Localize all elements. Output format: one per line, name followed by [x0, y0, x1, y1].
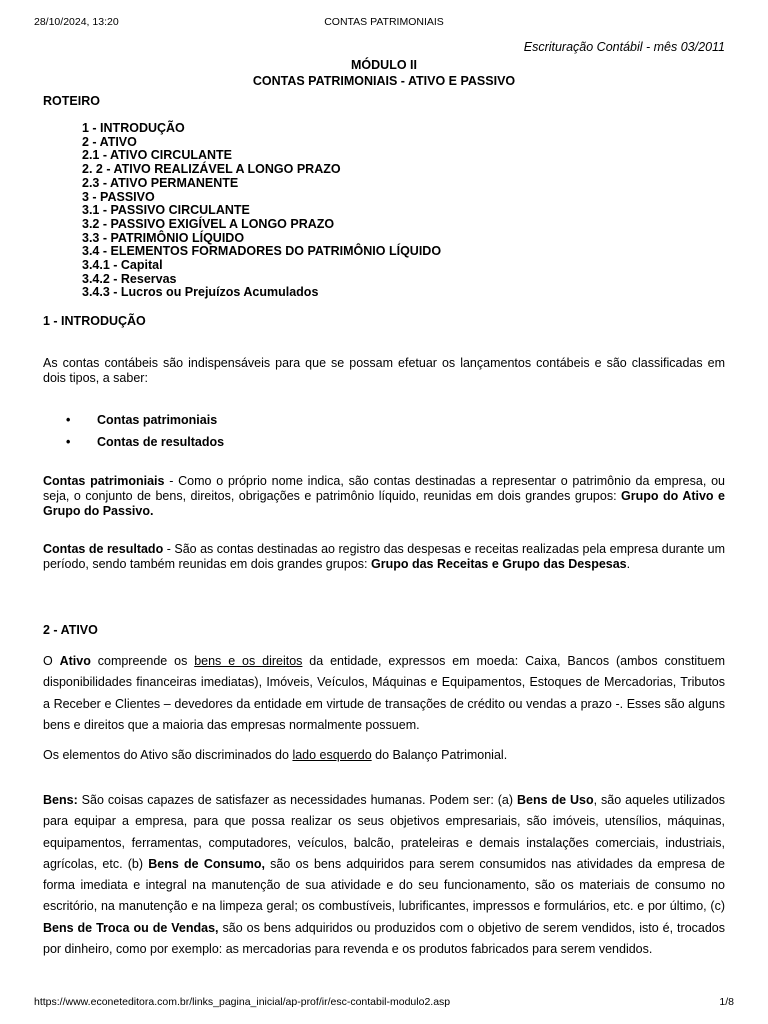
text: são os bens adquiridos ou produzidos com o objetivo de serem vendidos, isto é, trocados por dinheiro, como por exemplo: as mercadorias para revenda e os produtos fabricados para serem vendidos. [43, 920, 725, 957]
ativo-lado-paragraph [43, 748, 725, 763]
text: , são aqueles utilizados para equipar a empresa, para que possa realizar os seus objetivos empresariais, são imóveis, utensílios, máquinas, equipamentos, ferramentas, computadores, veículos, balcão, prateleiras e demais instalações comerciais, industriais, agrícolas, etc. (b) [43, 793, 726, 871]
text: São coisas capazes de satisfazer as necessidades humanas. Podem ser: (a) [77, 793, 517, 807]
toc-item: 3.4.1 - Capital [82, 258, 163, 273]
text: são os bens adquiridos para serem consumidos nas atividades da empresa de forma imediata e integral na manutenção de sua atividade e do seu funcionamento, são os materiais de consumo no escritório, na manutenção e na limpeza geral; os combustíveis, lubrificantes, impressos e formulários, etc. e por último, (c) [43, 856, 725, 914]
section-title-ativo: 2 - ATIVO [43, 623, 98, 637]
bullet-label: Contas de resultados [97, 435, 225, 449]
term: Grupo do Ativo e Grupo do Passivo. [43, 489, 726, 518]
bullet-label: Contas patrimoniais [97, 413, 218, 427]
contas-resultado-paragraph [43, 542, 725, 572]
text: O [43, 654, 60, 668]
text: - Como o próprio nome indica, são contas destinadas a representar o patrimônio da empresa, ou seja, o conjunto de bens, direitos, obrigações e patrimônio líquido, reunidas em dois grandes grupos: [43, 474, 725, 503]
text: . [626, 557, 631, 571]
toc-item: 3.1 - PASSIVO CIRCULANTE [82, 203, 250, 218]
underlined-text: bens e os direitos [194, 654, 303, 668]
term: Ativo [59, 654, 91, 668]
bens-paragraph [43, 790, 725, 960]
document-heading: CONTAS PATRIMONIAIS - ATIVO E PASSIVO [252, 74, 516, 88]
underlined-text: lado esquerdo [292, 748, 372, 762]
text: do Balanço Patrimonial. [371, 748, 508, 762]
page-number: 1/8 [719, 996, 734, 1008]
section-title-introducao: 1 - INTRODUÇÃO [43, 314, 146, 328]
toc-item: 3.4 - ELEMENTOS FORMADORES DO PATRIMÔNIO LÍQUIDO [82, 244, 442, 259]
toc-item: 3.3 - PATRIMÔNIO LÍQUIDO [82, 230, 245, 245]
print-source-url: https://www.econeteditora.com.br/links_pagina_inicial/ap-prof/ir/esc-contabil-modulo2.asp [34, 996, 451, 1008]
toc-item: 3.4.2 - Reservas [82, 271, 177, 286]
intro-paragraph: As contas contábeis são indispensáveis para que se possam efetuar os lançamentos contábeis e são classificadas em dois tipos, a saber: [43, 356, 725, 385]
table-of-contents [82, 122, 441, 300]
toc-item: 2. 2 - ATIVO REALIZÁVEL A LONGO PRAZO [82, 162, 341, 177]
roteiro-label: ROTEIRO [43, 94, 100, 108]
toc-item: 2.1 - ATIVO CIRCULANTE [82, 148, 233, 163]
toc-item: 2.3 - ATIVO PERMANENTE [82, 175, 239, 190]
term: Grupo das Receitas e Grupo das Despesas [370, 557, 627, 571]
list-item [66, 435, 224, 449]
term: Contas patrimoniais [43, 474, 165, 488]
toc-item: 3.4.3 - Lucros ou Prejuízos Acumulados [82, 285, 319, 300]
toc-item: 3 - PASSIVO [82, 189, 155, 204]
bullet-icon: • [66, 413, 71, 427]
print-datetime: 28/10/2024, 13:20 [34, 16, 119, 28]
term: Bens de Uso [516, 793, 594, 807]
text: da entidade, expressos em moeda: Caixa, Bancos (ambos constituem disponibilidades financeiras imediatas), Imóveis, Veículos, Máquinas e Equipamentos, Estoques de Mercadorias, Tributos a Receber e Clientes – devedores da entidade em virtude de transações de crédito ou vendas a prazo -. Esses são alguns bens e direitos que a maioria das empresas normalmente possuem. [43, 654, 725, 732]
list-item [66, 413, 217, 427]
text: - São as contas destinadas ao registro das despesas e receitas realizadas pela empresa durante um período, sendo também reunidas em dois grandes grupos: [43, 542, 725, 571]
toc-item: 2 - ATIVO [82, 134, 137, 149]
print-page-title: CONTAS PATRIMONIAIS [324, 16, 444, 28]
toc-item: 1 - INTRODUÇÃO [82, 121, 185, 135]
bullet-icon: • [66, 435, 71, 449]
text: Os elementos do Ativo são discriminados do [43, 748, 293, 762]
module-title: MÓDULO II [351, 58, 417, 72]
term: Contas de resultado [43, 542, 164, 556]
term: Bens: [43, 793, 78, 807]
ativo-paragraph [43, 651, 725, 736]
term: Bens de Consumo, [148, 856, 265, 871]
contas-patrimoniais-paragraph [43, 474, 725, 519]
text: compreende os [90, 654, 195, 668]
document-subtitle: Escrituração Contábil - mês 03/2011 [523, 40, 725, 54]
term: Bens de Troca ou de Vendas, [43, 920, 219, 935]
toc-item: 3.2 - PASSIVO EXIGÍVEL A LONGO PRAZO [82, 216, 335, 231]
